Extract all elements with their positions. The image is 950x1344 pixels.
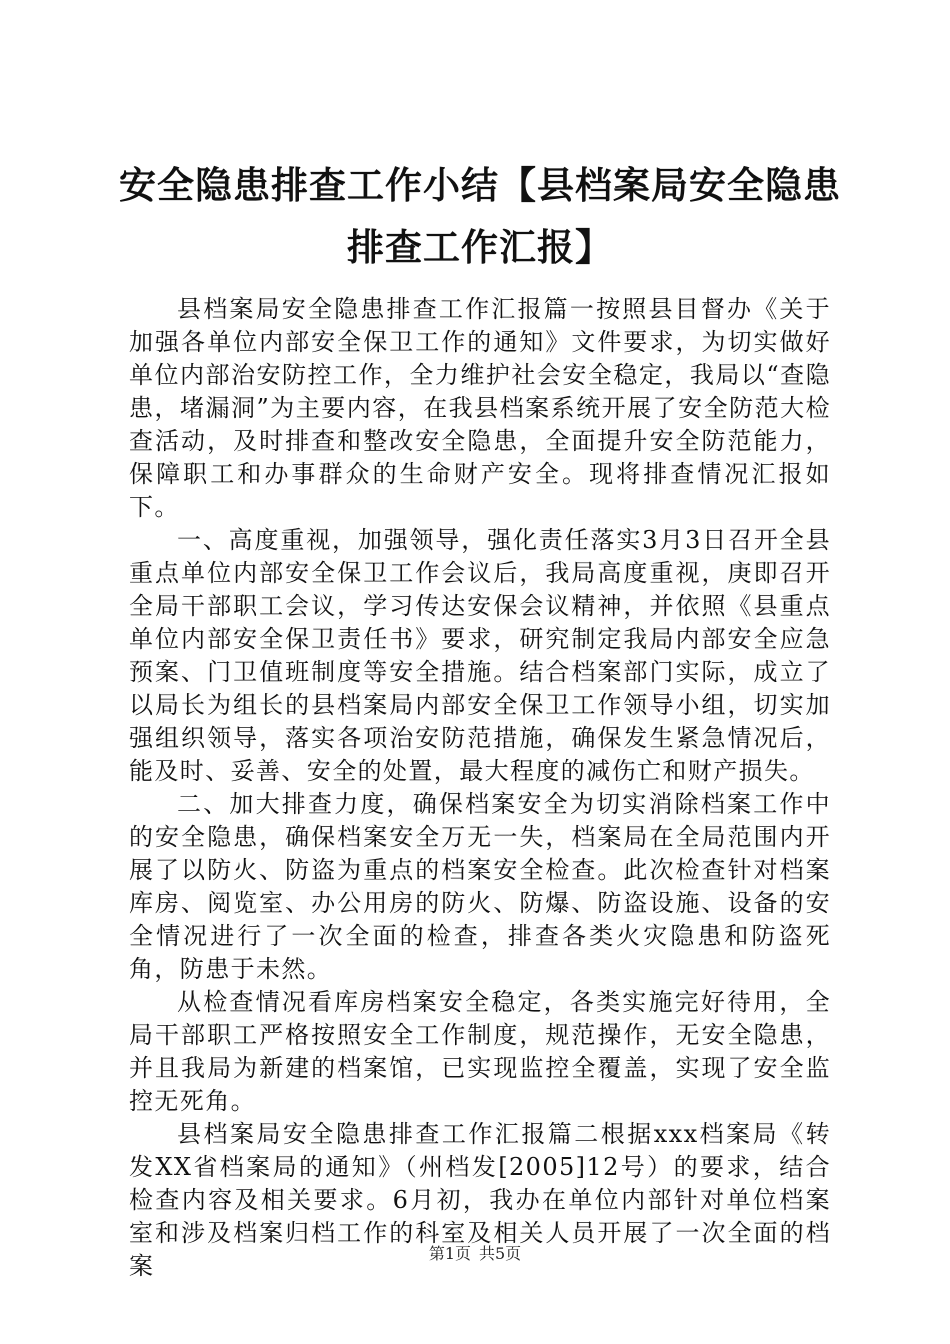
paragraph: 县档案局安全隐患排查工作汇报篇二根据xxx档案局《转发XX省档案局的通知》（州档发[2005]12号）的要求，结合检查内容及相关要求。6月初，我办在单位内部针对单位档案室和涉及档案归档工作的科室及相关人员开展了一次全面的档案	[129, 1120, 831, 1280]
paragraph: 县档案局安全隐患排查工作汇报篇一按照县目督办《关于加强各单位内部安全保卫工作的通知》文件要求，为切实做好单位内部治安防控工作，全力维护社会安全稳定，我局以“查隐患，堵漏洞”为主要内容，在我县档案系统开展了安全防范大检查活动，及时排查和整改安全隐患，全面提升安全防范能力，保障职工和办事群众的生命财产安全。现将排查情况汇报如下。	[129, 295, 831, 521]
paragraph: 从检查情况看库房档案安全稳定，各类实施完好待用，全局干部职工严格按照安全工作制度，规范操作，无安全隐患，并且我局为新建的档案馆，已实现监控全覆盖，实现了安全监控无死角。	[129, 988, 831, 1115]
paragraph: 一、高度重视，加强领导，强化责任落实3月3日召开全县重点单位内部安全保卫工作会议后，我局高度重视，庚即召开全局干部职工会议，学习传达安保会议精神，并依照《县重点单位内部安全保卫责任书》要求，研究制定我局内部安全应急预案、门卫值班制度等安全措施。结合档案部门实际，成立了以局长为组长的县档案局内部安全保卫工作领导小组，切实加强组织领导，落实各项治安防范措施，确保发生紧急情况后，能及时、妥善、安全的处置，最大程度的减伤亡和财产损失。	[129, 526, 831, 785]
document-title: 安全隐患排查工作小结【县档案局安全隐患排查工作汇报】	[119, 164, 841, 269]
page-total: 共5页	[479, 1244, 522, 1263]
paragraph: 二、加大排查力度，确保档案安全为切实消除档案工作中的安全隐患，确保档案安全万无一失，档案局在全局范围内开展了以防火、防盗为重点的档案安全检查。此次检查针对档案库房、阅览室、办公用房的防火、防爆、防盗设施、设备的安全情况进行了一次全面的检查，排查各类火灾隐患和防盗死角，防患于未然。	[129, 790, 831, 983]
document-body	[129, 293, 831, 1283]
page-number: 第1页	[428, 1244, 471, 1263]
page-footer	[0, 1244, 950, 1264]
